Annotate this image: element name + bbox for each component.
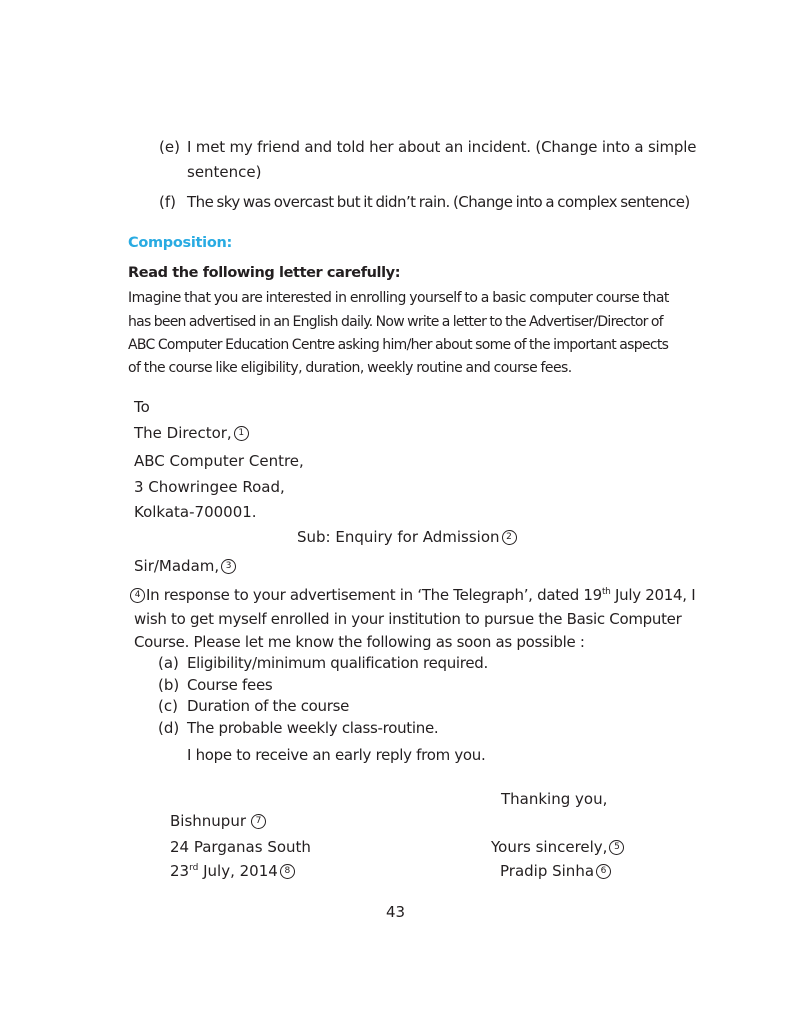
item-a-text: Eligibility/minimum qualification required. — [187, 654, 488, 672]
letter-salutation — [134, 557, 236, 575]
body-date-superscript: th — [601, 587, 611, 597]
letter-thanks: Thanking you, — [501, 790, 608, 808]
instruction-line-4: of the course like eligibility, duration, weekly routine and course fees. — [128, 360, 572, 376]
sender-place-text: Bishnupur — [170, 812, 246, 830]
exercise-f-label: (f) — [159, 193, 176, 211]
marker-6-icon: 6 — [596, 864, 611, 879]
subject-text: Sub: Enquiry for Admission — [297, 528, 500, 546]
letter-address-line-3: Kolkata-700001. — [134, 503, 257, 521]
item-d-label: (d) — [158, 719, 180, 737]
body-line-1-text: In response to your advertisement in ‘The Telegraph’, dated 19 — [146, 586, 602, 604]
letter-closing-line: I hope to receive an early reply from you. — [187, 746, 486, 764]
body-line-1-end: July 2014, I — [610, 586, 696, 604]
marker-5-icon: 5 — [609, 840, 624, 855]
letter-recipient — [134, 424, 249, 442]
signature — [500, 862, 611, 880]
letter-body-line-3: Course. Please let me know the following as soon as possible : — [134, 633, 585, 651]
date-superscript: rd — [189, 863, 199, 873]
exercise-e-label: (e) — [159, 138, 180, 156]
marker-4-icon: 4 — [130, 588, 145, 603]
page-number: 43 — [386, 903, 406, 921]
item-c-label: (c) — [158, 697, 178, 715]
item-a-label: (a) — [158, 654, 179, 672]
sender-place — [170, 812, 266, 830]
date-day: 23 — [170, 862, 190, 880]
exercise-e-text: I met my friend and told her about an incident. (Change into a simple — [187, 138, 697, 156]
instruction-line-2: has been advertised in an English daily. Now write a letter to the Advertiser/Director of — [128, 314, 663, 330]
item-c-text: Duration of the course — [187, 697, 350, 715]
letter-address-line-1: ABC Computer Centre, — [134, 452, 304, 470]
marker-1-icon: 1 — [234, 426, 249, 441]
complimentary-close — [491, 838, 624, 856]
marker-2-icon: 2 — [502, 530, 517, 545]
salutation-text: Sir/Madam, — [134, 557, 220, 575]
composition-heading: Composition: — [128, 235, 233, 251]
marker-8-icon: 8 — [280, 864, 295, 879]
signature-text: Pradip Sinha — [500, 862, 595, 880]
sender-district: 24 Parganas South — [170, 838, 311, 856]
item-b-text: Course fees — [187, 676, 273, 694]
instruction-line-3: ABC Computer Education Centre asking him/her about some of the important aspects — [128, 337, 669, 353]
date-rest: July, 2014 — [198, 862, 278, 880]
instruction-line-1: Imagine that you are interested in enrolling yourself to a basic computer course that — [128, 290, 669, 306]
letter-date — [170, 862, 295, 880]
letter-body-line-2: wish to get myself enrolled in your institution to pursue the Basic Computer — [134, 610, 682, 628]
marker-3-icon: 3 — [221, 559, 236, 574]
complimentary-close-text: Yours sincerely, — [491, 838, 608, 856]
exercise-e-text-continued: sentence) — [187, 163, 262, 181]
letter-body-line-1 — [130, 586, 695, 604]
item-d-text: The probable weekly class-routine. — [187, 719, 439, 737]
recipient-text: The Director, — [134, 424, 232, 442]
letter-subject — [297, 528, 517, 546]
letter-to: To — [134, 398, 150, 416]
marker-7-icon: 7 — [251, 814, 266, 829]
item-b-label: (b) — [158, 676, 180, 694]
instruction-title: Read the following letter carefully: — [128, 265, 401, 281]
letter-address-line-2: 3 Chowringee Road, — [134, 478, 285, 496]
exercise-f-text: The sky was overcast but it didn’t rain. (Change into a complex sentence) — [187, 193, 690, 211]
